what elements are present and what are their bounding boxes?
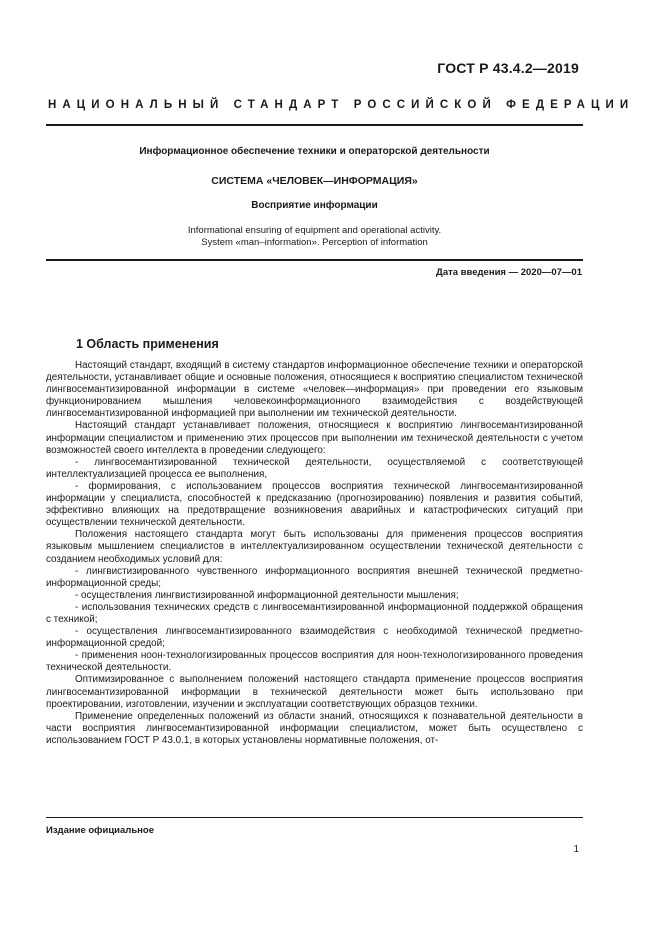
list-item: - лингвистизированного чувственного информационного восприятия внешней технической предметно-информационной среды; [46, 565, 583, 589]
section-title: 1 Область применения [76, 337, 219, 351]
english-title-line-2: System «man–information». Perception of information [201, 237, 428, 248]
list-item: - осуществления лингвосемантизированного взаимодействия с необходимой технической предметно-информационной средой; [46, 626, 583, 650]
paragraph: Применение определенных положений из области знаний, относящихся к познавательной деятельности в части восприятия лингвосемантизированной информации специалистом, может быть осуществлено с использованием ГОСТ Р 43.0.1, в которых установлены нормативные положения, от- [46, 710, 583, 746]
introduction-date: Дата введения — 2020—07—01 [436, 267, 582, 278]
national-standard-heading: НАЦИОНАЛЬНЫЙ СТАНДАРТ РОССИЙСКОЙ ФЕДЕРАЦИИ [48, 99, 635, 111]
footer-divider [46, 817, 583, 818]
paragraph: Положения настоящего стандарта могут быть использованы для применения процессов восприятия языковым мышлением специалистов в интеллектуализированном осуществлении технической деятельности с созданием необходимых условий для: [46, 529, 583, 565]
paragraph: Настоящий стандарт устанавливает положения, относящиеся к восприятию лингвосемантизированной информации специалистом и применению этих процессов при выполнении им технической деятельности с учетом возможностей своего интеллекта в проведении следующего: [46, 420, 583, 456]
list-item: - лингвосемантизированной технической деятельности, осуществляемой с соответствующей интеллектуализацией процесса ее выполнения, [46, 456, 583, 480]
list-item: - применения ноон-технологизированных процессов восприятия для ноон-технологизированного проведения технической деятельности. [46, 650, 583, 674]
paragraph: Настоящий стандарт, входящий в систему стандартов информационное обеспечение техники и операторской деятельности, устанавливает общие и основные положения, относящиеся к восприятию специалистом технической лингвосемантизированной информации в системе «человек—информация» при проведении его языковым функционированием мышления человекоинформационного взаимодействия с воздействующей лингвосемантизированной информацией при выполнении им технической деятельности. [46, 360, 583, 420]
paragraph: Оптимизированное с выполнением положений настоящего стандарта применение процессов восприятия лингвосемантизированной информации в технической деятельности может быть использовано при проектировании, изготовлении, изучении и эксплуатации соответствующих образцов техники. [46, 674, 583, 710]
list-item: - осуществления лингвистизированной информационной деятельности мышления; [75, 589, 459, 601]
standard-subject-title: Восприятие информации [251, 200, 378, 211]
english-title-line-1: Informational ensuring of equipment and operational activity. [187, 225, 442, 236]
list-item: - формирования, с использованием процессов восприятия технической лингвосемантизированной информации у специалиста, способностей к предсказанию (прогнозированию) появления и развития событий, эффективно влияющих на предотвращение возникновения аварийных и катастрофических ситуаций при осуществлении технической деятельности. [46, 480, 583, 529]
official-edition-label: Издание официальное [46, 825, 154, 836]
standard-system-title: СИСТЕМА «ЧЕЛОВЕК—ИНФОРМАЦИЯ» [211, 175, 418, 187]
section-body [46, 360, 583, 747]
page-number: 1 [573, 844, 579, 855]
standard-area-title: Информационное обеспечение техники и операторской деятельности [139, 146, 490, 157]
document-code: ГОСТ Р 43.4.2—2019 [437, 60, 579, 76]
header-divider [46, 124, 583, 126]
list-item: - использования технических средств с лингвосемантизированной информационной поддержкой обращения с техникой; [46, 601, 583, 625]
title-divider [46, 259, 583, 261]
